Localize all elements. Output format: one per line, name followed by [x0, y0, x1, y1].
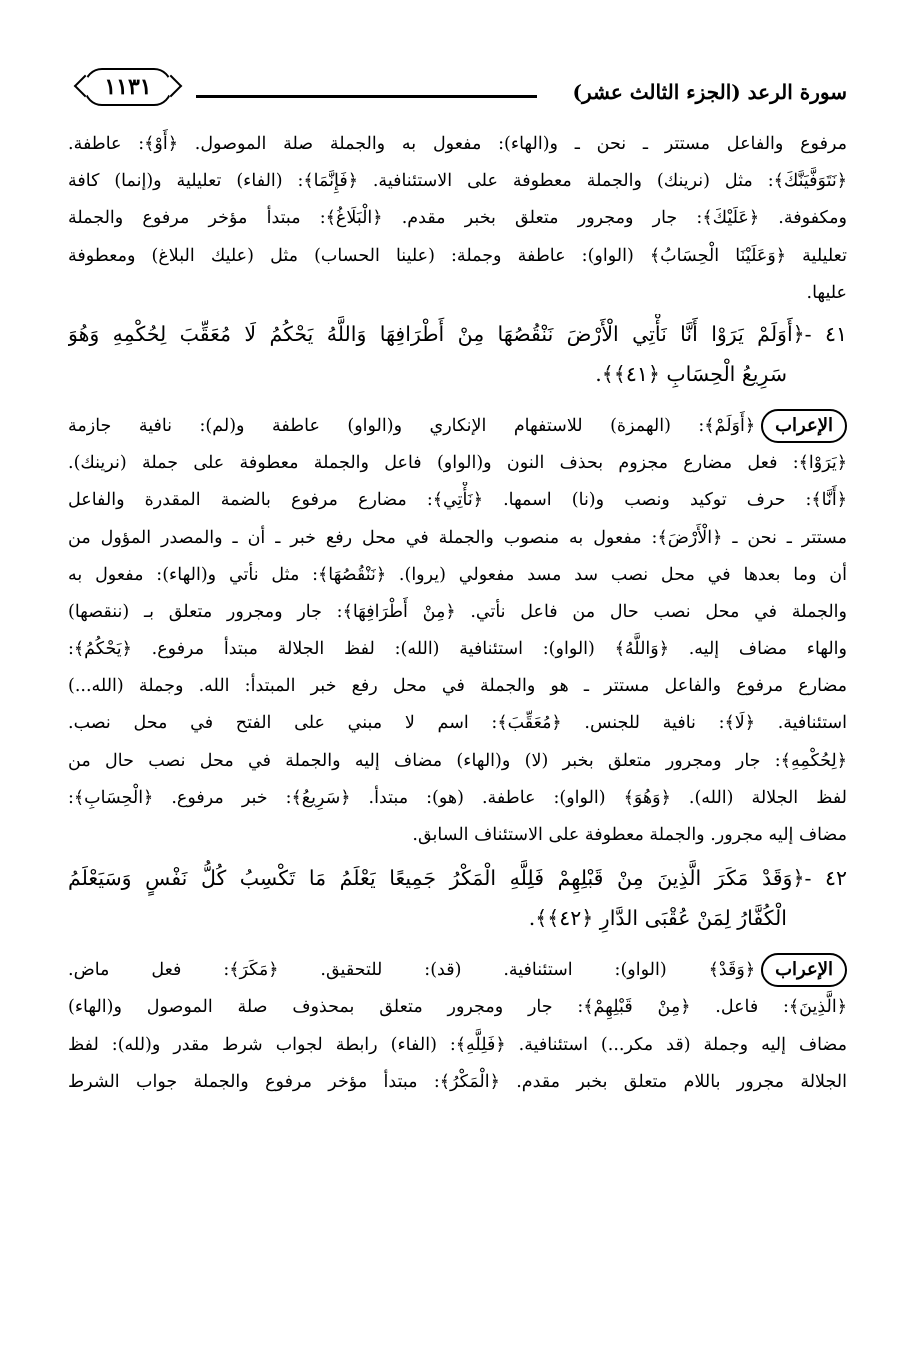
verse-line: ٤١ -﴿أَوَلَمْ يَرَوْا أَنَّا نَأْتِي الْأَرْضَ نَنْقُصُهَا مِنْ أَطْرَافِهَا وَاللَّهُ يَحْكُمُ لَا مُعَقِّبَ لِحُكْمِهِ وَهُوَ — [68, 321, 847, 346]
paragraph-continuation — [68, 126, 847, 312]
text-line: ﴿الَّذِينَ﴾: فاعل. ﴿مِنْ قَبْلِهِمْ﴾: جار ومجرور متعلق بمحذوف صلة الموصول و(الهاء) — [68, 997, 847, 1018]
verse-41 — [68, 314, 847, 394]
text-line: أن وما بعدها في محل نصب سد مسد مفعولي (يروا). ﴿نَنْقُصُهَا﴾: مثل نأتي و(الهاء): مفعول به — [68, 564, 847, 585]
irab-text: ﴿أَوَلَمْ﴾: (الهمزة) للاستفهام الإنكاري و(الواو) عاطفة و(لم): نافية جازمة — [68, 415, 756, 436]
verse-line: ٤٢ -﴿وَقَدْ مَكَرَ الَّذِينَ مِنْ قَبْلِهِمْ فَلِلَّهِ الْمَكْرُ جَمِيعًا يَعْلَمُ مَا تَكْسِبُ كُلُّ نَفْسٍ وَسَيَعْلَمُ — [68, 866, 847, 891]
text-line: مضاف إليه مجرور. والجملة معطوفة على الاستئناف السابق. — [412, 825, 847, 845]
text-line: ﴿يَرَوْا﴾: فعل مضارع مجزوم بحذف النون و(الواو) فاعل والجملة معطوفة على جملة (نرينك). — [68, 453, 847, 474]
irab-label: الإعراب — [761, 409, 847, 443]
verse-line: الْكُفَّارُ لِمَنْ عُقْبَى الدَّارِ ﴿٤٢﴾﴾. — [528, 906, 787, 931]
text-line: والجملة في محل نصب حال من فاعل نأتي. ﴿مِنْ أَطْرَافِهَا﴾: جار ومجرور متعلق بـ (ننقصها) — [68, 601, 847, 622]
text-line: مستتر ـ نحن ـ ﴿الْأَرْضَ﴾: مفعول به منصوب والجملة في محل رفع خبر ـ أن ـ والمصدر المؤول من — [68, 527, 847, 548]
irab-section-41 — [68, 408, 847, 854]
text-line: ومكفوفة. ﴿عَلَيْكَ﴾: جار ومجرور متعلق بخبر مقدم. ﴿الْبَلَاغُ﴾: مبتدأ مؤخر مرفوع والجملة — [68, 208, 847, 229]
running-title: سورة الرعد (الجزء الثالث عشر) — [572, 80, 847, 104]
text-line: استئنافية. ﴿لَا﴾: نافية للجنس. ﴿مُعَقِّبَ﴾: اسم لا مبني على الفتح في محل نصب. — [68, 713, 847, 734]
verse-line: سَرِيعُ الْحِسَابِ ﴿٤١﴾﴾. — [595, 361, 787, 386]
page-number-badge: ١١٣١ — [84, 68, 172, 106]
text-line: الجلالة مجرور باللام متعلق بخبر مقدم. ﴿الْمَكْرُ﴾: مبتدأ مؤخر مرفوع والجملة جواب الشرط — [68, 1071, 847, 1092]
irab-section-42 — [68, 952, 847, 1101]
text-line: مرفوع والفاعل مستتر ـ نحن ـ و(الهاء): مفعول به والجملة صلة الموصول. ﴿أَوْ﴾: عاطفة. — [68, 134, 847, 154]
text-line: مضارع مرفوع والفاعل مستتر ـ هو والجملة في محل رفع خبر المبتدأ: الله. وجملة (الله...) — [68, 676, 847, 697]
text-line: مضاف إليه وجملة (قد مكر...) استئنافية. ﴿فَلِلَّهِ﴾: (الفاء) رابطة لجواب شرط مقدر و(لله): لفظ — [68, 1034, 847, 1055]
text-line: تعليلية ﴿وَعَلَيْنَا الْحِسَابُ﴾ (الواو): عاطفة وجملة: (علينا الحساب) مثل (عليك البلاغ) ومعطوفة — [68, 245, 847, 266]
header-rule — [196, 95, 537, 98]
verse-42 — [68, 858, 847, 938]
text-line: لفظ الجلالة (الله). ﴿وَهُوَ﴾ (الواو): عاطفة. (هو): مبتدأ. ﴿سَرِيعُ﴾: خبر مرفوع. ﴿الْحِسَابِ﴾: — [68, 787, 847, 808]
text-line: ﴿لِحُكْمِهِ﴾: جار ومجرور متعلق بخبر (لا) و(الهاء) مضاف إليه والجملة في محل نصب حال من — [68, 750, 847, 771]
text-line — [68, 952, 847, 989]
text-line: ﴿نَتَوَفَّيَنَّكَ﴾: مثل (نرينك) والجملة معطوفة على الاستئنافية. ﴿فَإِنَّمَا﴾: (الفاء) تعليلية و(إنما) كافة — [68, 171, 847, 192]
page-header — [68, 62, 847, 112]
irab-label: الإعراب — [761, 953, 847, 987]
page-content — [68, 126, 847, 1101]
text-line: ﴿أَنَّا﴾: حرف توكيد ونصب و(نا) اسمها. ﴿نَأْتِي﴾: مضارع مرفوع بالضمة المقدرة والفاعل — [68, 490, 847, 511]
text-line: عليها. — [806, 282, 847, 303]
irab-text: ﴿وَقَدْ﴾ (الواو): استئنافية. (قد): للتحقيق. ﴿مَكَرَ﴾: فعل ماض. — [68, 960, 756, 981]
text-line: والهاء مضاف إليه. ﴿وَاللَّهُ﴾ (الواو): استئنافية (الله): لفظ الجلالة مبتدأ مرفوع. ﴿يَحْكُمُ﴾: — [68, 639, 847, 660]
text-line — [68, 408, 847, 445]
